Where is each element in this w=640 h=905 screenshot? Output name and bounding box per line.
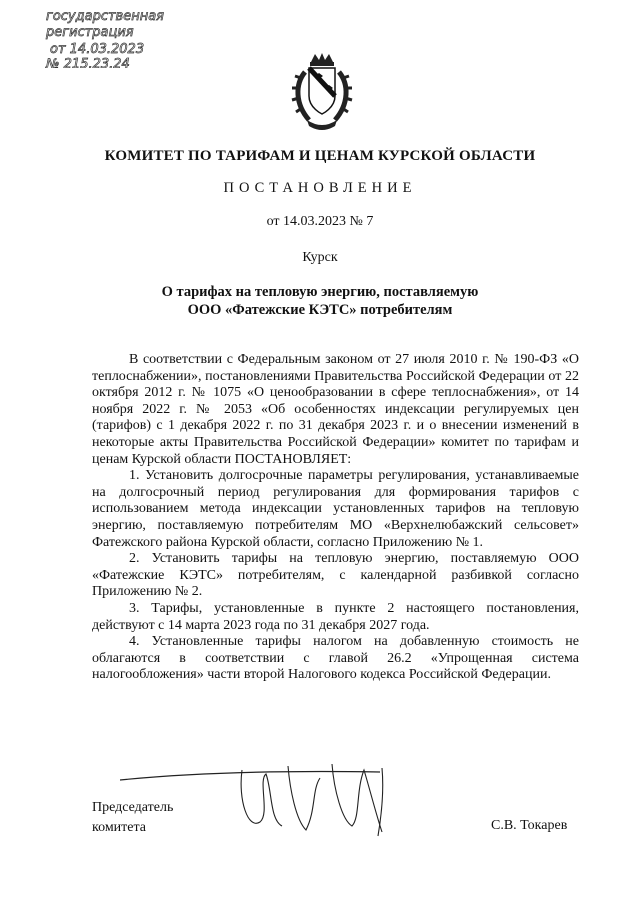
document-number-date: от 14.03.2023 № 7 bbox=[266, 214, 374, 229]
handwritten-line-3: от 14.03.2023 bbox=[50, 42, 145, 57]
handwritten-line-2: регистрация bbox=[46, 25, 134, 40]
document-body bbox=[92, 352, 579, 684]
signatory-name: С.В. Токарев bbox=[491, 818, 568, 833]
preamble-paragraph: В соответствии с Федеральным законом от 27 июля 2010 г. № 190-ФЗ «О теплоснабжении», постановлениями Правительства Российской Федерации от 22 октября 2012 г. № 1075 «О ценообразовании в сфере теплоснабжения», от 14 ноября 2022 г. № 2053 «Об особенностях индексации регулируемых цен (тарифов) с 1 декабря 2022 г. по 31 декабря 2023 г. и о внесении изменений в некоторые акты Правительства Российской Федерации» комитет по тарифам и ценам Курской области ПОСТАНОВЛЯЕТ: bbox=[92, 352, 579, 467]
handwritten-registration-note bbox=[44, 6, 214, 68]
document-subject bbox=[0, 283, 640, 319]
issuing-authority: КОМИТЕТ ПО ТАРИФАМ И ЦЕНАМ КУРСКОЙ ОБЛАСТИ bbox=[104, 148, 536, 164]
document-city: Курск bbox=[302, 250, 338, 265]
subject-line-1: О тарифах на тепловую энергию, поставляемую bbox=[161, 284, 479, 300]
subject-line-2: ООО «Фатежские КЭТС» потребителям bbox=[187, 302, 453, 318]
handwritten-line-1: государственная bbox=[46, 9, 164, 24]
signatory-title-line-2: комитета bbox=[92, 820, 147, 835]
resolution-item-1: 1. Установить долгосрочные параметры регулирования, устанавливаемые на долгосрочный период регулирования для формирования тарифов с использованием метода индексации установленных тарифов на тепловую энергию, поставляемую потребителям МО «Верхнелюбажский сельсовет» Фатежского района Курской области, согласно Приложению № 1. bbox=[92, 468, 579, 550]
signatory-title bbox=[92, 798, 173, 838]
coat-of-arms-icon bbox=[291, 52, 353, 132]
resolution-item-3: 3. Тарифы, установленные в пункте 2 настоящего постановления, действуют с 14 марта 2023 года по 31 декабря 2027 года. bbox=[92, 600, 579, 633]
document-type: ПОСТАНОВЛЕНИЕ bbox=[223, 180, 417, 196]
resolution-item-2: 2. Установить тарифы на тепловую энергию, поставляемую ООО «Фатежские КЭТС» потребителям, с календарной разбивкой согласно Приложению № 2. bbox=[92, 551, 579, 600]
resolution-item-4: 4. Установленные тарифы налогом на добавленную стоимость не облагаются в соответствии с главой 26.2 «Упрощенная система налогообложения» части второй Налогового кодекса Российской Федерации. bbox=[92, 634, 579, 683]
handwritten-line-4: № 215.23.24 bbox=[46, 57, 130, 68]
signatory-title-line-1: Председатель bbox=[92, 800, 174, 815]
